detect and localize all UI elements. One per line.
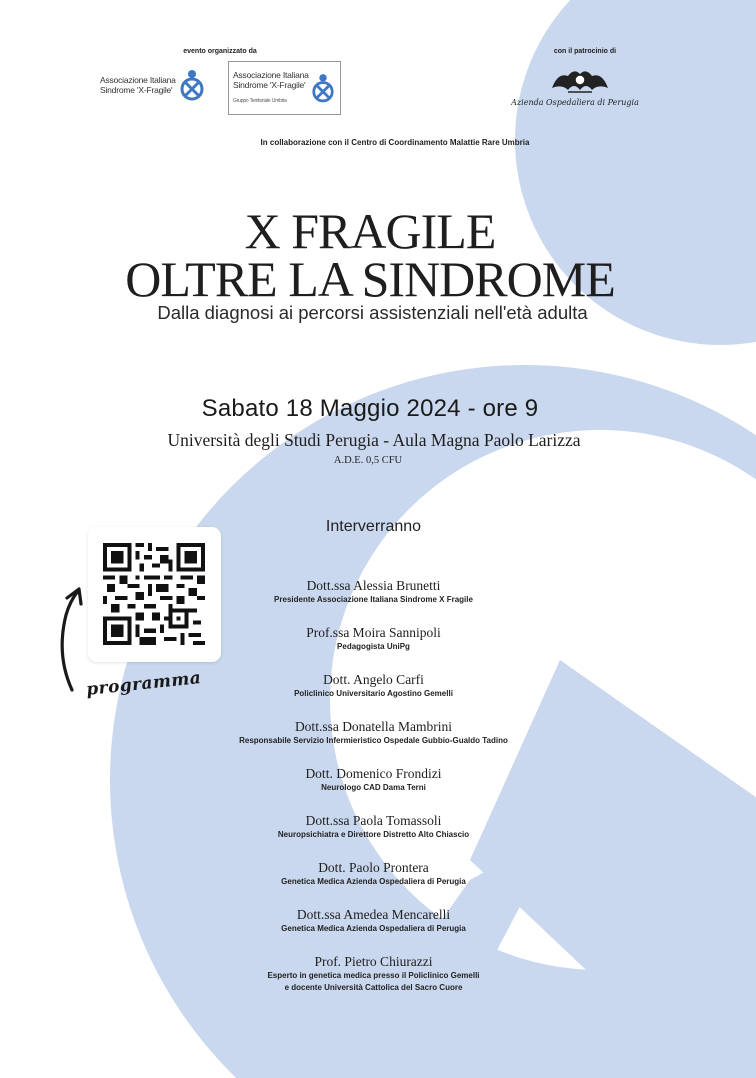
speaker-role: Neuropsichiatra e Direttore Distretto Alto Chiascio bbox=[277, 830, 470, 839]
speaker-entry bbox=[200, 625, 547, 672]
logo1-line2: Sindrome 'X-Fragile' bbox=[100, 85, 173, 95]
speaker-entry bbox=[200, 907, 547, 954]
speaker-name: Dott.ssa Donatella Mambrini bbox=[294, 719, 453, 734]
title-line1: X FRAGILE bbox=[244, 203, 496, 259]
speaker-role: Presidente Associazione Italiana Sindrome X Fragile bbox=[274, 595, 473, 604]
speaker-entry bbox=[200, 860, 547, 907]
qr-label: programma bbox=[85, 668, 203, 700]
speaker-role: Genetica Medica Azienda Ospedaliera di Perugia bbox=[281, 877, 466, 886]
logo-association-umbria bbox=[228, 61, 341, 115]
hospital-name: Azienda Ospedaliera di Perugia bbox=[511, 98, 639, 107]
x-fragile-logo-icon bbox=[311, 72, 335, 104]
speaker-name: Prof. Pietro Chiurazzi bbox=[314, 954, 433, 969]
speaker-entry bbox=[200, 672, 547, 719]
logo1-line1: Associazione Italiana bbox=[100, 75, 176, 85]
title-line2: OLTRE LA SINDROME bbox=[125, 251, 615, 307]
logo2-line1: Associazione Italiana bbox=[233, 70, 309, 80]
event-venue: Università degli Studi Perugia - Aula Magna Paolo Larizza bbox=[167, 430, 581, 450]
speaker-name: Dott. Paolo Prontera bbox=[318, 860, 429, 875]
speaker-role: Genetica Medica Azienda Ospedaliera di Perugia bbox=[281, 924, 466, 933]
speaker-entry bbox=[200, 954, 547, 994]
logo2-sub: Gruppo Territoriale Umbria bbox=[233, 98, 287, 104]
speaker-entry bbox=[200, 578, 547, 625]
speaker-name: Dott.ssa Amedea Mencarelli bbox=[296, 907, 451, 922]
event-credits: A.D.E. 0,5 CFU bbox=[333, 455, 403, 466]
speaker-name: Dott.ssa Paola Tomassoli bbox=[305, 813, 442, 828]
speaker-role: Esperto in genetica medica presso il Policlinico Gemelli bbox=[267, 971, 480, 980]
speaker-role: Responsabile Servizio Infermieristico Ospedale Gubbio-Gualdo Tadino bbox=[239, 736, 508, 745]
speaker-name: Prof.ssa Moira Sannipoli bbox=[306, 625, 441, 640]
logo2-line2: Sindrome 'X-Fragile' bbox=[233, 80, 306, 90]
logo-association bbox=[100, 68, 205, 102]
speaker-entry bbox=[200, 813, 547, 860]
qr-code-icon[interactable] bbox=[103, 543, 205, 645]
speaker-list bbox=[200, 578, 547, 994]
speaker-role: e docente Università Cattolica del Sacro Cuore bbox=[284, 983, 463, 992]
speaker-name: Dott.ssa Alessia Brunetti bbox=[306, 578, 441, 593]
subtitle: Dalla diagnosi ai percorsi assistenziali nell'età adulta bbox=[157, 302, 588, 323]
speaker-entry bbox=[200, 766, 547, 813]
patron-label: con il patrocinio di bbox=[553, 48, 617, 55]
speaker-name: Dott. Angelo Carfi bbox=[323, 672, 424, 687]
speakers-heading: Interverranno bbox=[325, 518, 422, 535]
speaker-role: Policlinico Universitario Agostino Gemelli bbox=[294, 689, 453, 698]
hospital-crest-icon bbox=[548, 66, 612, 96]
collaboration-line: In collaborazione con il Centro di Coordinamento Malattie Rare Umbria bbox=[260, 138, 530, 147]
speaker-role: Neurologo CAD Dama Terni bbox=[321, 783, 426, 792]
speaker-entry bbox=[200, 719, 547, 766]
arrow-up-icon bbox=[52, 585, 92, 695]
event-date: Sabato 18 Maggio 2024 - ore 9 bbox=[201, 395, 539, 422]
x-fragile-logo-icon bbox=[179, 68, 205, 102]
organizer-label: evento organizzato da bbox=[183, 48, 257, 55]
speaker-name: Dott. Domenico Frondizi bbox=[305, 766, 442, 781]
speaker-role: Pedagogista UniPg bbox=[337, 642, 410, 651]
